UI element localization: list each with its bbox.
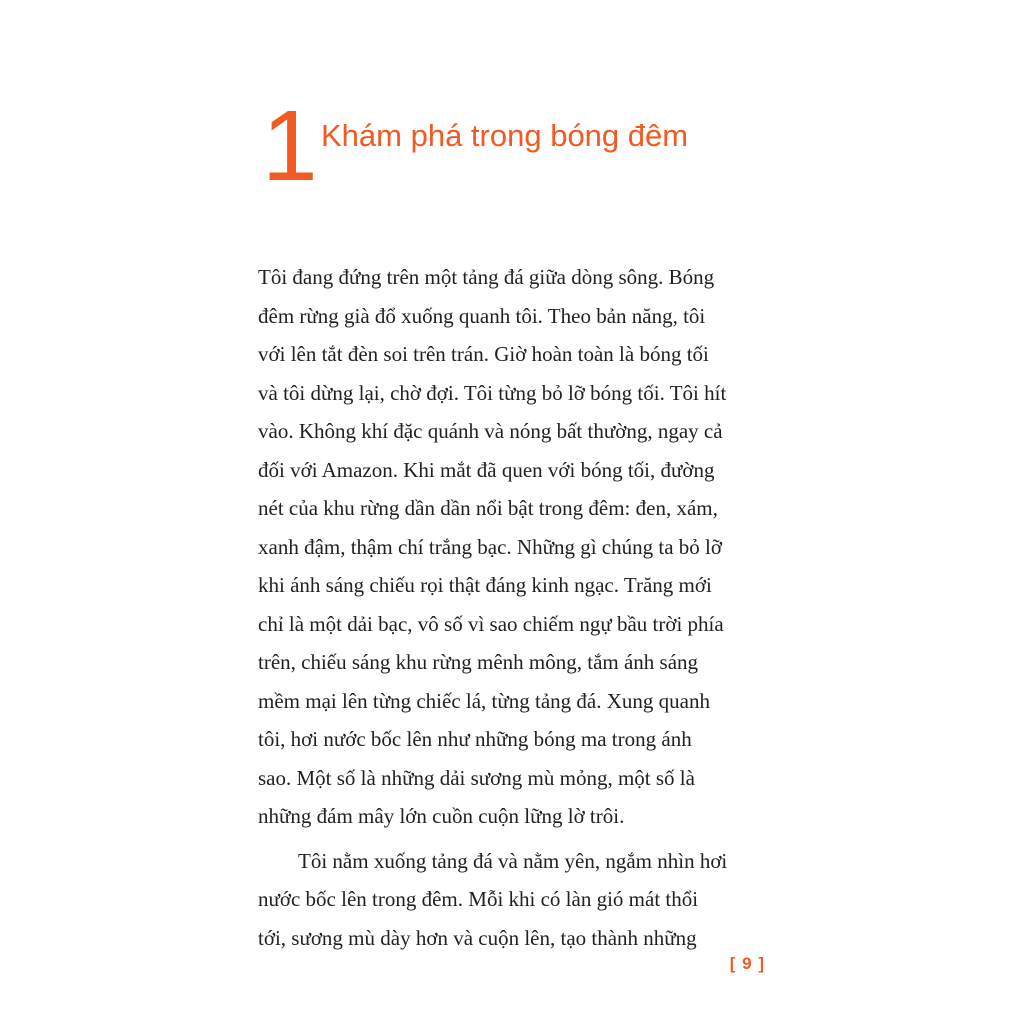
text-line: sao. Một số là những dải sương mù mỏng, một số là (258, 765, 695, 790)
text-line: và tôi dừng lại, chờ đợi. Tôi từng bỏ lỡ bóng tối. Tôi hít (258, 380, 727, 405)
text-line: trên, chiếu sáng khu rừng mênh mông, tắm ánh sáng (258, 650, 699, 674)
text-line: khi ánh sáng chiếu rọi thật đáng kinh ngạc. Trăng mới (258, 573, 712, 597)
text-line: đêm rừng già đổ xuống quanh tôi. Theo bản năng, tôi (258, 303, 706, 328)
text-line: vào. Không khí đặc quánh và nóng bất thường, ngay cả (258, 419, 723, 443)
chapter-number: 1 (262, 90, 316, 202)
text-line: với lên tắt đèn soi trên trán. Giờ hoàn toàn là bóng tối (258, 342, 709, 366)
text-line: nước bốc lên trong đêm. Mỗi khi có làn gió mát thổi (258, 887, 699, 911)
page-number: [ 9 ] (729, 954, 765, 973)
text-line: đối với Amazon. Khi mắt đã quen với bóng tối, đường (258, 457, 715, 482)
text-line: xanh đậm, thậm chí trắng bạc. Những gì chúng ta bỏ lỡ (258, 534, 722, 559)
text-line: mềm mại lên từng chiếc lá, từng tảng đá. Xung quanh (258, 688, 710, 713)
chapter-title: Khám phá trong bóng đêm (321, 118, 689, 153)
paragraph-1 (258, 258, 764, 836)
text-line: Tôi đang đứng trên một tảng đá giữa dòng sông. Bóng (258, 265, 715, 289)
text-line: chỉ là một dải bạc, vô số vì sao chiếm ngự bầu trời phía (258, 611, 724, 636)
text-line: nét của khu rừng dần dần nổi bật trong đêm: đen, xám, (258, 496, 718, 520)
paragraph-2 (258, 842, 764, 958)
text-line: tới, sương mù dày hơn và cuộn lên, tạo thành những (258, 925, 697, 950)
text-line: Tôi nằm xuống tảng đá và nằm yên, ngắm nhìn hơi (298, 848, 728, 873)
text-line: tôi, hơi nước bốc lên như những bóng ma trong ánh (258, 727, 692, 751)
body-text (258, 258, 764, 957)
text-line: những đám mây lớn cuồn cuộn lững lờ trôi. (258, 804, 625, 828)
